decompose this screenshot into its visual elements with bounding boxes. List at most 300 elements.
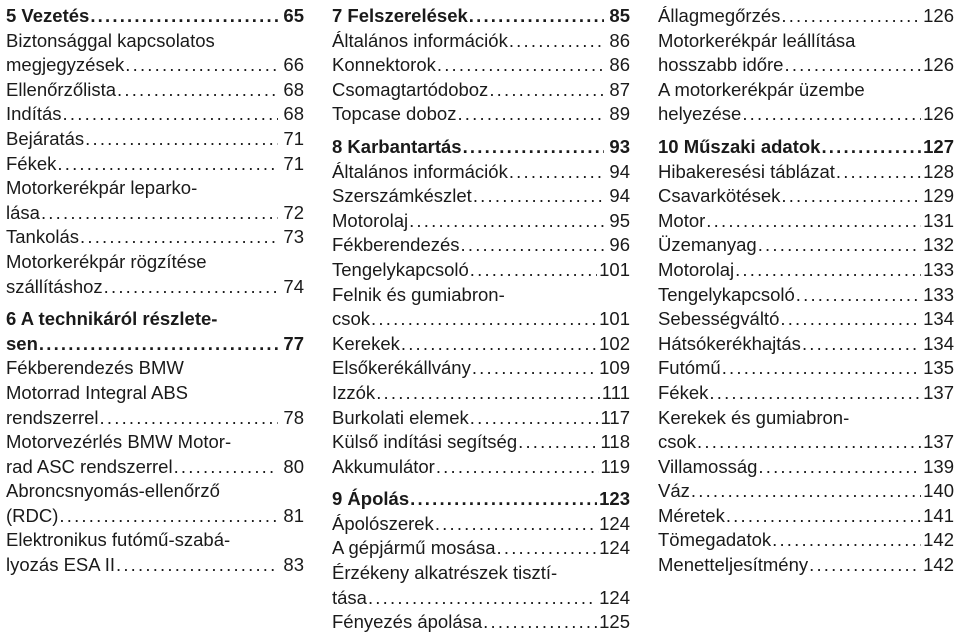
dot-leader bbox=[781, 4, 921, 29]
toc-entry[interactable] bbox=[332, 536, 630, 561]
toc-entry[interactable] bbox=[332, 233, 630, 258]
toc-chapter-heading[interactable] bbox=[332, 487, 630, 512]
toc-page-number: 85 bbox=[609, 5, 630, 26]
toc-entry[interactable] bbox=[332, 332, 630, 357]
toc-page-number: 96 bbox=[609, 234, 630, 256]
toc-entry[interactable] bbox=[658, 160, 954, 185]
toc-entry[interactable] bbox=[332, 102, 630, 127]
toc-entry-line bbox=[658, 258, 954, 283]
toc-entry-title: 8 Karbantartás bbox=[332, 135, 462, 157]
toc-entry-title: Általános információk bbox=[332, 160, 508, 182]
toc-chapter-heading[interactable] bbox=[658, 135, 954, 160]
toc-entry-line bbox=[6, 381, 304, 406]
dot-leader bbox=[472, 356, 597, 381]
toc-page-number: 93 bbox=[609, 135, 630, 157]
toc-entry-title: rendszerrel bbox=[6, 406, 99, 428]
toc-entry[interactable] bbox=[332, 356, 630, 381]
toc-entry[interactable] bbox=[658, 553, 954, 578]
toc-chapter-heading[interactable] bbox=[332, 135, 630, 160]
toc-entry-line bbox=[332, 455, 630, 480]
dot-leader bbox=[470, 406, 599, 431]
toc-entry-line bbox=[6, 29, 304, 54]
toc-entry-title: csok bbox=[332, 308, 371, 330]
toc-entry-line bbox=[332, 406, 630, 431]
toc-entry-title: Izzók bbox=[332, 381, 376, 403]
toc-entry-title: Csavarkötések bbox=[658, 185, 781, 207]
toc-entry-title: Motorrad Integral ABS bbox=[6, 381, 189, 403]
section-spacer bbox=[332, 127, 630, 135]
toc-entry-title: Motorvezérlés BMW Motor- bbox=[6, 431, 232, 453]
toc-entry-title: tása bbox=[332, 586, 367, 608]
dot-leader bbox=[836, 160, 921, 185]
toc-page-number: 137 bbox=[923, 381, 954, 403]
toc-entry-line bbox=[332, 561, 630, 586]
toc-entry-line bbox=[658, 102, 954, 127]
toc-entry[interactable] bbox=[6, 479, 304, 528]
toc-page-number: 65 bbox=[283, 5, 304, 26]
dot-leader bbox=[802, 332, 921, 357]
toc-entry[interactable] bbox=[658, 209, 954, 234]
dot-leader bbox=[469, 4, 604, 29]
toc-entry-title: A gépjármű mosása bbox=[332, 537, 496, 559]
toc-page-number: 73 bbox=[283, 226, 304, 248]
toc-entry[interactable] bbox=[658, 29, 954, 78]
toc-entry-line bbox=[332, 512, 630, 537]
toc-entry-title: 10 Műszaki adatok bbox=[658, 135, 821, 157]
toc-chapter-heading[interactable] bbox=[6, 4, 304, 29]
toc-entry[interactable] bbox=[332, 610, 630, 635]
toc-entry-title: Érzékeny alkatrészek tisztí- bbox=[332, 562, 558, 584]
toc-entry-title: Hátsókerékhajtás bbox=[658, 332, 801, 354]
toc-entry-line bbox=[6, 307, 304, 332]
toc-entry-title: Fékek bbox=[6, 152, 57, 174]
toc-page-number: 132 bbox=[923, 234, 954, 256]
dot-leader bbox=[376, 381, 600, 406]
toc-entry[interactable] bbox=[332, 455, 630, 480]
toc-entry-title: sen bbox=[6, 332, 38, 354]
toc-entry[interactable] bbox=[658, 479, 954, 504]
dot-leader bbox=[39, 332, 278, 357]
toc-entry-line bbox=[6, 332, 304, 357]
toc-column-1 bbox=[6, 4, 304, 578]
toc-entry[interactable] bbox=[658, 233, 954, 258]
toc-entry[interactable] bbox=[658, 184, 954, 209]
toc-page-number: 134 bbox=[923, 332, 954, 354]
toc-entry-title: Akkumulátor bbox=[332, 455, 435, 477]
toc-entry-line bbox=[6, 250, 304, 275]
toc-entry-line bbox=[6, 176, 304, 201]
toc-entry-line bbox=[658, 78, 954, 103]
section-spacer bbox=[332, 479, 630, 487]
toc-entry[interactable] bbox=[332, 561, 630, 610]
dot-leader bbox=[706, 209, 921, 234]
toc-entry[interactable] bbox=[332, 53, 630, 78]
toc-entry-line bbox=[6, 127, 304, 152]
toc-entry-title: helyezése bbox=[658, 103, 742, 125]
toc-entry[interactable] bbox=[6, 225, 304, 250]
toc-entry[interactable] bbox=[332, 381, 630, 406]
toc-entry-line bbox=[658, 209, 954, 234]
toc-entry-title: Tömegadatok bbox=[658, 529, 772, 551]
toc-entry-title: Általános információk bbox=[332, 29, 508, 51]
dot-leader bbox=[410, 487, 597, 512]
toc-page-number: 126 bbox=[923, 5, 954, 26]
toc-page-number: 66 bbox=[283, 54, 304, 76]
toc-page-number: 142 bbox=[923, 554, 954, 576]
toc-entry-line bbox=[6, 528, 304, 553]
toc-entry-line bbox=[6, 152, 304, 177]
toc-entry-title: Fényezés ápolása bbox=[332, 611, 483, 633]
toc-page-number: 123 bbox=[599, 488, 630, 510]
toc-chapter-heading[interactable] bbox=[6, 307, 304, 356]
toc-entry-title: Méretek bbox=[658, 504, 725, 526]
dot-leader bbox=[483, 610, 597, 635]
dot-leader bbox=[809, 553, 921, 578]
toc-page-number: 142 bbox=[923, 529, 954, 551]
toc-entry[interactable] bbox=[332, 258, 630, 283]
toc-page-number: 134 bbox=[923, 308, 954, 330]
toc-entry[interactable] bbox=[6, 78, 304, 103]
toc-entry[interactable] bbox=[658, 258, 954, 283]
toc-entry[interactable] bbox=[332, 29, 630, 54]
toc-entry-line bbox=[6, 356, 304, 381]
toc-entry-title: Állagmegőrzés bbox=[658, 5, 781, 26]
dot-leader bbox=[409, 209, 604, 234]
toc-page-number: 141 bbox=[923, 504, 954, 526]
toc-entry-line bbox=[6, 4, 304, 29]
toc-entry-line bbox=[6, 406, 304, 431]
toc-column-3 bbox=[658, 4, 954, 578]
dot-leader bbox=[174, 455, 278, 480]
toc-entry-title: megjegyzések bbox=[6, 54, 125, 76]
dot-leader bbox=[509, 29, 604, 54]
toc-entry[interactable] bbox=[6, 127, 304, 152]
toc-entry[interactable] bbox=[658, 283, 954, 308]
toc-entry[interactable] bbox=[6, 430, 304, 479]
dot-leader bbox=[100, 406, 278, 431]
toc-entry-title: Sebességváltó bbox=[658, 308, 780, 330]
toc-entry-line bbox=[658, 455, 954, 480]
toc-entry-line bbox=[658, 504, 954, 529]
dot-leader bbox=[401, 332, 597, 357]
toc-page-number: 83 bbox=[283, 554, 304, 576]
toc-entry-title: Bejáratás bbox=[6, 127, 85, 149]
dot-leader bbox=[59, 504, 278, 529]
toc-entry-title: Ellenőrzőlista bbox=[6, 78, 117, 100]
dot-leader bbox=[473, 184, 604, 209]
toc-entry-line bbox=[332, 78, 630, 103]
dot-leader bbox=[437, 53, 604, 78]
toc-entry-title: Indítás bbox=[6, 103, 62, 125]
toc-entry-title: 6 A technikáról részlete- bbox=[6, 308, 218, 330]
dot-leader bbox=[463, 135, 604, 160]
toc-entry[interactable] bbox=[658, 381, 954, 406]
toc-entry-line bbox=[332, 307, 630, 332]
toc-entry-line bbox=[6, 553, 304, 578]
toc-entry-line bbox=[658, 160, 954, 185]
toc-page-number: 95 bbox=[609, 209, 630, 231]
dot-leader bbox=[489, 78, 604, 103]
toc-entry-title: Motorkerékpár leállítása bbox=[658, 29, 856, 51]
toc-entry-line bbox=[658, 553, 954, 578]
dot-leader bbox=[758, 455, 921, 480]
toc-entry-line bbox=[658, 233, 954, 258]
toc-entry-title: Fékberendezés bbox=[332, 234, 460, 256]
toc-entry[interactable] bbox=[658, 78, 954, 127]
toc-entry-title: Fékek bbox=[658, 381, 709, 403]
toc-page-number: 71 bbox=[283, 127, 304, 149]
toc-entry[interactable] bbox=[332, 184, 630, 209]
dot-leader bbox=[80, 225, 278, 250]
toc-entry-line bbox=[6, 479, 304, 504]
toc-entry[interactable] bbox=[332, 430, 630, 455]
toc-entry-title: Csomagtartódoboz bbox=[332, 78, 489, 100]
toc-entry-title: Kerekek és gumiabron- bbox=[658, 406, 850, 428]
toc-entry-line bbox=[332, 283, 630, 308]
dot-leader bbox=[780, 307, 921, 332]
toc-entry-line bbox=[332, 4, 630, 29]
toc-page-number: 71 bbox=[283, 152, 304, 174]
toc-entry-line bbox=[658, 307, 954, 332]
dot-leader bbox=[509, 160, 604, 185]
dot-leader bbox=[85, 127, 278, 152]
toc-page-number: 133 bbox=[923, 283, 954, 305]
toc-entry-line bbox=[658, 283, 954, 308]
toc-entry[interactable] bbox=[6, 356, 304, 430]
toc-entry-line bbox=[658, 53, 954, 78]
toc-entry-title: Motorkerékpár rögzítése bbox=[6, 250, 207, 272]
toc-entry-line bbox=[332, 536, 630, 561]
toc-entry-line bbox=[658, 29, 954, 54]
toc-entry-line bbox=[332, 430, 630, 455]
toc-entry-line bbox=[658, 528, 954, 553]
dot-leader bbox=[461, 233, 604, 258]
toc-entry-line bbox=[6, 225, 304, 250]
dot-leader bbox=[726, 504, 921, 529]
toc-page-number: 101 bbox=[599, 308, 630, 330]
toc-entry-line bbox=[6, 53, 304, 78]
toc-page-number: 133 bbox=[923, 258, 954, 280]
toc-entry-title: Villamosság bbox=[658, 455, 758, 477]
toc-entry[interactable] bbox=[6, 29, 304, 78]
dot-leader bbox=[457, 102, 604, 127]
dot-leader bbox=[435, 512, 597, 537]
toc-entry-line bbox=[332, 610, 630, 635]
toc-entry-line bbox=[658, 184, 954, 209]
toc-entry[interactable] bbox=[6, 102, 304, 127]
toc-entry-title: lyozás ESA II bbox=[6, 554, 115, 576]
toc-page-number: 72 bbox=[283, 201, 304, 223]
dot-leader bbox=[697, 430, 921, 455]
toc-entry-line bbox=[332, 184, 630, 209]
toc-page-number: 80 bbox=[283, 455, 304, 477]
toc-entry-title: Elsőkerékállvány bbox=[332, 357, 471, 379]
toc-entry-line bbox=[6, 201, 304, 226]
toc-entry-title: Motorkerékpár leparko- bbox=[6, 177, 198, 199]
toc-page-number: 119 bbox=[600, 455, 630, 477]
toc-entry-title: Motor bbox=[658, 209, 706, 231]
dot-leader bbox=[784, 53, 921, 78]
toc-page-number: 129 bbox=[923, 185, 954, 207]
toc-entry-title: A motorkerékpár üzembe bbox=[658, 78, 865, 100]
toc-entry-line bbox=[332, 135, 630, 160]
toc-page-number: 139 bbox=[923, 455, 954, 477]
dot-leader bbox=[470, 258, 597, 283]
toc-entry-line bbox=[6, 78, 304, 103]
toc-entry-title: lása bbox=[6, 201, 40, 223]
toc-page-number: 86 bbox=[609, 54, 630, 76]
dot-leader bbox=[41, 201, 278, 226]
toc-entry-line bbox=[332, 233, 630, 258]
toc-page-number: 128 bbox=[923, 160, 954, 182]
toc-entry-title: Fékberendezés BMW bbox=[6, 357, 184, 379]
toc-entry[interactable] bbox=[658, 504, 954, 529]
toc-entry-line bbox=[658, 406, 954, 431]
dot-leader bbox=[63, 102, 278, 127]
toc-page-number: 102 bbox=[599, 332, 630, 354]
toc-entry-title: Biztonsággal kapcsolatos bbox=[6, 29, 215, 51]
toc-page-number: 78 bbox=[283, 406, 304, 428]
toc-entry-title: Külső indítási segítség bbox=[332, 431, 518, 453]
toc-entry-line bbox=[658, 135, 954, 160]
toc-page-number: 117 bbox=[600, 406, 630, 428]
toc-entry-title: 5 Vezetés bbox=[6, 5, 90, 26]
dot-leader bbox=[104, 275, 278, 300]
dot-leader bbox=[497, 536, 598, 561]
dot-leader bbox=[709, 381, 921, 406]
dot-leader bbox=[518, 430, 598, 455]
toc-entry-line bbox=[332, 381, 630, 406]
toc-entry-title: szállításhoz bbox=[6, 275, 103, 297]
toc-page-number: 101 bbox=[599, 258, 630, 280]
toc-page-number: 86 bbox=[609, 29, 630, 51]
dot-leader bbox=[368, 586, 597, 611]
toc-entry-title: Motorolaj bbox=[332, 209, 409, 231]
toc-entry-line bbox=[332, 258, 630, 283]
toc-entry-line bbox=[658, 4, 954, 29]
toc-entry-title: Abroncsnyomás-ellenőrző bbox=[6, 480, 220, 502]
toc-entry-title: Felnik és gumiabron- bbox=[332, 283, 505, 305]
toc-entry[interactable] bbox=[6, 528, 304, 577]
toc-page-number: 124 bbox=[599, 537, 630, 559]
dot-leader bbox=[821, 135, 921, 160]
toc-entry-title: Menetteljesítmény bbox=[658, 554, 809, 576]
toc-entry[interactable] bbox=[658, 332, 954, 357]
toc-page-number: 94 bbox=[609, 160, 630, 182]
toc-entry-line bbox=[6, 504, 304, 529]
toc-entry[interactable] bbox=[658, 528, 954, 553]
toc-entry[interactable] bbox=[332, 160, 630, 185]
toc-page-number: 135 bbox=[923, 357, 954, 379]
toc-column-2 bbox=[332, 4, 630, 635]
toc-entry[interactable] bbox=[6, 250, 304, 299]
toc-entry-title: 7 Felszerelések bbox=[332, 5, 468, 26]
toc-entry[interactable] bbox=[332, 512, 630, 537]
toc-page-number: 94 bbox=[609, 185, 630, 207]
dot-leader bbox=[117, 78, 278, 103]
toc-entry-line bbox=[6, 430, 304, 455]
dot-leader bbox=[691, 479, 921, 504]
toc-page-number: 77 bbox=[283, 332, 304, 354]
dot-leader bbox=[758, 233, 921, 258]
toc-entry-line bbox=[332, 29, 630, 54]
toc-page-number: 127 bbox=[923, 135, 954, 157]
toc-page-number: 87 bbox=[609, 78, 630, 100]
toc-entry[interactable] bbox=[658, 307, 954, 332]
toc-page-number: 74 bbox=[283, 275, 304, 297]
toc-entry[interactable] bbox=[658, 356, 954, 381]
toc-page-number: 124 bbox=[599, 586, 630, 608]
toc-entry-title: Burkolati elemek bbox=[332, 406, 469, 428]
toc-entry[interactable] bbox=[658, 4, 954, 29]
toc-entry-line bbox=[658, 332, 954, 357]
toc-entry[interactable] bbox=[658, 406, 954, 455]
toc-entry-line bbox=[332, 356, 630, 381]
toc-entry-line bbox=[658, 430, 954, 455]
toc-entry-title: Futómű bbox=[658, 357, 721, 379]
toc-entry-line bbox=[332, 332, 630, 357]
toc-entry-title: hosszabb időre bbox=[658, 54, 784, 76]
toc-entry-line bbox=[6, 275, 304, 300]
toc-chapter-heading[interactable] bbox=[332, 4, 630, 29]
toc-entry-line bbox=[658, 381, 954, 406]
toc-entry[interactable] bbox=[6, 176, 304, 225]
dot-leader bbox=[796, 283, 921, 308]
toc-page-number: 131 bbox=[923, 209, 954, 231]
toc-entry-title: rad ASC rendszerrel bbox=[6, 455, 173, 477]
dot-leader bbox=[772, 528, 921, 553]
toc-entry-line bbox=[658, 356, 954, 381]
toc-page-number: 140 bbox=[923, 480, 954, 502]
toc-entry-title: 9 Ápolás bbox=[332, 488, 410, 510]
toc-entry[interactable] bbox=[332, 78, 630, 103]
toc-page-number: 81 bbox=[283, 504, 304, 526]
toc-page-number: 68 bbox=[283, 103, 304, 125]
toc-page-number: 118 bbox=[600, 431, 630, 453]
toc-entry-title: Tengelykapcsoló bbox=[658, 283, 795, 305]
dot-leader bbox=[116, 553, 278, 578]
toc-entry-title: (RDC) bbox=[6, 504, 59, 526]
toc-page-number: 137 bbox=[923, 431, 954, 453]
toc-entry[interactable] bbox=[332, 283, 630, 332]
toc-entry-title: csok bbox=[658, 431, 697, 453]
toc-page-number: 68 bbox=[283, 78, 304, 100]
toc-page-number: 89 bbox=[609, 103, 630, 125]
dot-leader bbox=[781, 184, 921, 209]
toc-entry-line bbox=[658, 479, 954, 504]
toc-entry-title: Váz bbox=[658, 480, 690, 502]
toc-entry[interactable] bbox=[6, 152, 304, 177]
toc-entry-title: Elektronikus futómű-szabá- bbox=[6, 529, 231, 551]
toc-page-number: 126 bbox=[923, 103, 954, 125]
toc-entry-title: Topcase doboz bbox=[332, 103, 457, 125]
toc-page-number: 124 bbox=[599, 512, 630, 534]
toc-entry-title: Üzemanyag bbox=[658, 234, 757, 256]
dot-leader bbox=[735, 258, 921, 283]
dot-leader bbox=[371, 307, 597, 332]
toc-entry-title: Konnektorok bbox=[332, 54, 436, 76]
toc-entry-line bbox=[332, 102, 630, 127]
toc-page-number: 109 bbox=[599, 357, 630, 379]
toc-entry-line bbox=[332, 487, 630, 512]
toc-page-number: 126 bbox=[923, 54, 954, 76]
toc-entry[interactable] bbox=[332, 209, 630, 234]
section-spacer bbox=[6, 299, 304, 307]
toc-entry[interactable] bbox=[332, 406, 630, 431]
toc-entry[interactable] bbox=[658, 455, 954, 480]
toc-entry-title: Motorolaj bbox=[658, 258, 735, 280]
toc-entry-title: Ápolószerek bbox=[332, 512, 434, 534]
